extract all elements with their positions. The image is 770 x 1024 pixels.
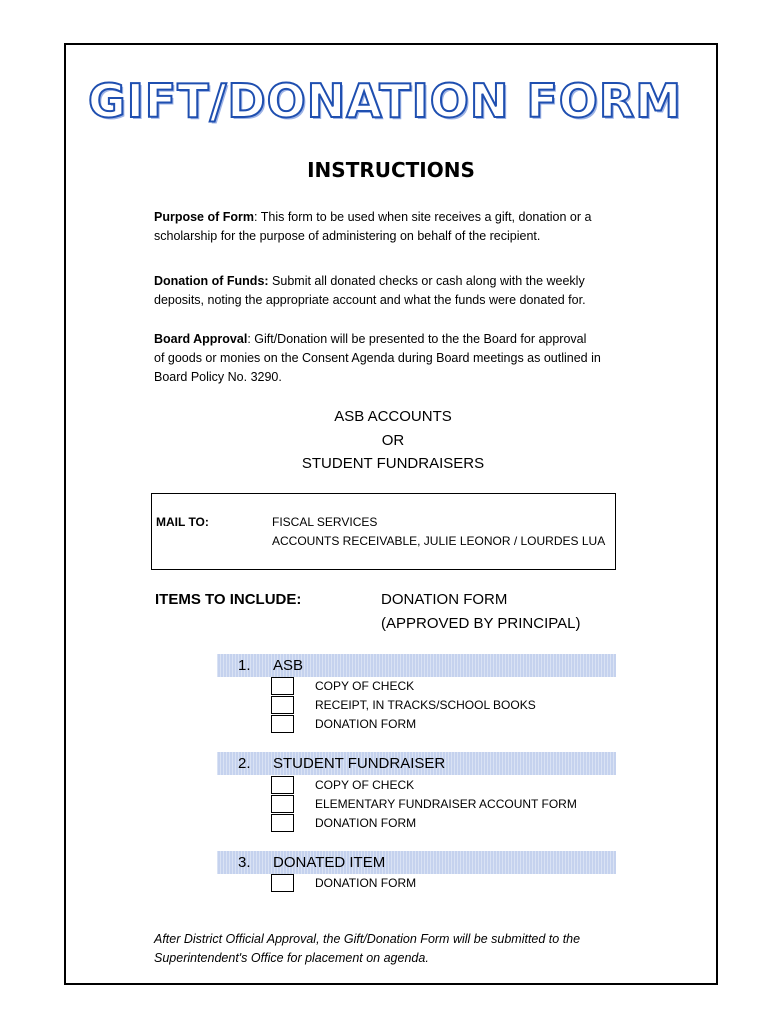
board-approval-text-2: of goods or monies on the Consent Agenda during Board meetings as outlined in: [154, 351, 601, 365]
checklist-item-label: RECEIPT, IN TRACKS/SCHOOL BOOKS: [315, 698, 536, 712]
purpose-text-1: : This form to be used when site receives a gift, donation or a: [254, 210, 592, 224]
form-title: GIFT/DONATION FORM: [87, 74, 683, 128]
instructions-heading: INSTRUCTIONS: [307, 158, 475, 182]
donation-funds-paragraph: [154, 272, 624, 310]
checklist-item-label: DONATION FORM: [315, 876, 417, 890]
mail-to-box: [151, 493, 616, 570]
mail-to-line-2: ACCOUNTS RECEIVABLE, JULIE LEONOR / LOURDES LUA: [272, 534, 606, 548]
purpose-text-2: scholarship for the purpose of administering on behalf of the recipient.: [154, 229, 541, 243]
checklist-item-label: DONATION FORM: [315, 816, 417, 830]
section-number: 2.: [238, 755, 251, 772]
checklist-item-label: COPY OF CHECK: [315, 778, 415, 792]
mail-to-label: MAIL TO:: [156, 515, 209, 529]
board-approval-label: Board Approval: [154, 332, 248, 346]
board-approval-paragraph: [154, 330, 624, 387]
section-number: 3.: [238, 854, 251, 871]
items-value-2: (APPROVED BY PRINCIPAL): [381, 615, 581, 632]
checklist-item-label: COPY OF CHECK: [315, 679, 415, 693]
footer-note: [154, 930, 624, 968]
checklist-item-label: ELEMENTARY FUNDRAISER ACCOUNT FORM: [315, 797, 577, 811]
checkbox[interactable]: [271, 795, 294, 813]
items-to-include-label: ITEMS TO INCLUDE:: [155, 591, 302, 608]
items-value-1: DONATION FORM: [381, 591, 508, 608]
mail-to-line-1: FISCAL SERVICES: [272, 515, 378, 529]
checkbox[interactable]: [271, 696, 294, 714]
checkbox[interactable]: [271, 814, 294, 832]
donation-funds-text-2: deposits, noting the appropriate account and what the funds were donated for.: [154, 293, 586, 307]
board-approval-text-1: : Gift/Donation will be presented to the the Board for approval: [247, 332, 587, 346]
purpose-paragraph: [154, 208, 624, 246]
checkbox[interactable]: [271, 677, 294, 695]
checklist-item-label: DONATION FORM: [315, 717, 417, 731]
or-line: OR: [381, 432, 405, 449]
checkbox[interactable]: [271, 715, 294, 733]
donation-funds-label: Donation of Funds:: [154, 274, 269, 288]
checkbox[interactable]: [271, 776, 294, 794]
section-title-donated-item: DONATED ITEM: [273, 854, 386, 871]
donation-funds-text-1: Submit all donated checks or cash along with the weekly: [268, 274, 585, 288]
purpose-label: Purpose of Form: [154, 210, 255, 224]
footer-line-2: Superintendent's Office for placement on agenda.: [154, 951, 429, 965]
section-title-asb: ASB: [273, 657, 304, 674]
student-fundraisers-line: STUDENT FUNDRAISERS: [301, 455, 485, 472]
footer-line-1: After District Official Approval, the Gift/Donation Form will be submitted to the: [154, 932, 581, 946]
board-approval-text-3: Board Policy No. 3290.: [154, 370, 282, 384]
section-number: 1.: [238, 657, 251, 674]
checkbox[interactable]: [271, 874, 294, 892]
asb-accounts-line: ASB ACCOUNTS: [334, 408, 452, 425]
section-title-student-fundraiser: STUDENT FUNDRAISER: [273, 755, 446, 772]
